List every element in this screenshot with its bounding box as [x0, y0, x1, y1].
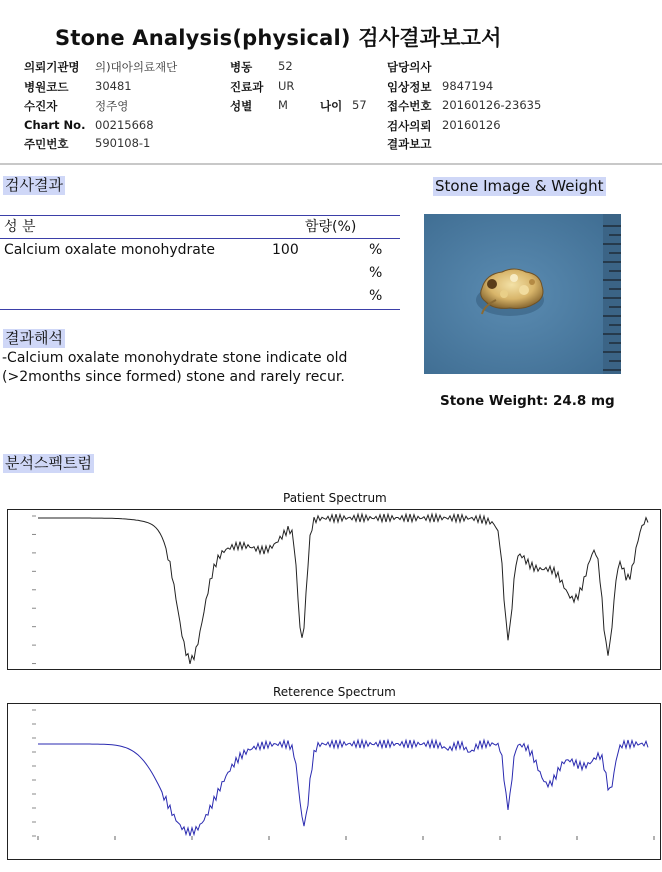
- info-value-chart-no: 00215668: [95, 118, 154, 132]
- reference-spectrum-plot: [7, 703, 661, 860]
- col-header-component: 성 분: [4, 219, 36, 235]
- results-header-rule: [0, 238, 400, 239]
- info-label-requesting-institution: 의뢰기관명: [24, 60, 80, 74]
- stone-weight-unit: mg: [590, 393, 615, 409]
- reference-spectrum-title: Reterence Spectrum: [273, 685, 396, 699]
- col-header-content: 함량(%): [305, 219, 357, 235]
- stone-photo: [424, 214, 621, 374]
- report-title: Stone Analysis(physical) 검사결과보고서: [55, 26, 502, 50]
- interpretation-line-2: (>2months since formed) stone and rarely recur.: [2, 369, 345, 385]
- info-value-age: 57: [352, 98, 367, 112]
- interpretation-heading: 결과해석: [5, 329, 63, 347]
- stone-weight-label: Stone Weight:: [440, 393, 549, 409]
- stone-image-heading: Stone Image & Weight: [435, 177, 604, 195]
- patient-spectrum-graph: [8, 510, 660, 669]
- info-value-sex: M: [278, 98, 288, 112]
- stone-weight: [440, 393, 615, 409]
- info-label-hospital-code: 병원코드: [24, 80, 69, 94]
- result-unit: %: [369, 265, 383, 281]
- info-label-age: 나이: [320, 99, 343, 113]
- info-value-request-date: 20160126: [442, 118, 501, 132]
- info-value-requesting-institution: 의)대아의료재단: [95, 60, 178, 74]
- info-label-clinical-info: 임상정보: [387, 80, 432, 94]
- reference-spectrum-line: [38, 740, 648, 836]
- info-value-clinical-info: 9847194: [442, 79, 494, 93]
- info-label-physician: 담당의사: [387, 60, 432, 74]
- info-label-chart-no: Chart No.: [24, 118, 86, 132]
- result-amount: 100: [272, 242, 299, 258]
- stone-weight-value: 24.8: [552, 393, 587, 409]
- spectrum-heading: 분석스펙트럼: [5, 454, 92, 472]
- info-label-ward: 병동: [230, 60, 253, 74]
- info-value-resident-number: 590108-1: [95, 136, 151, 150]
- results-bottom-rule: [0, 309, 400, 310]
- info-value-ward: 52: [278, 59, 293, 73]
- info-label-request-date: 검사의뢰: [387, 119, 432, 133]
- patient-spectrum-plot: [7, 509, 661, 670]
- interpretation-line-1: -Calcium oxalate monohydrate stone indicate old: [2, 350, 348, 366]
- info-label-patient: 수진자: [24, 99, 58, 113]
- info-label-accession-no: 접수번호: [387, 99, 432, 113]
- result-unit: %: [369, 242, 383, 258]
- info-value-hospital-code: 30481: [95, 79, 132, 93]
- result-unit: %: [369, 288, 383, 304]
- results-heading: 검사결과: [5, 176, 63, 194]
- patient-spectrum-title: Patient Spectrum: [283, 491, 387, 505]
- reference-spectrum-graph: [8, 704, 660, 859]
- info-label-department: 진료과: [230, 80, 264, 94]
- result-component: Calcium oxalate monohydrate: [4, 242, 215, 258]
- stone-photo-graphic: [424, 214, 621, 374]
- header-divider: [0, 163, 662, 165]
- patient-spectrum-line: [38, 514, 648, 664]
- info-label-report-date: 결과보고: [387, 137, 432, 151]
- info-label-sex: 성별: [230, 99, 253, 113]
- info-value-accession-no: 20160126-23635: [442, 98, 542, 112]
- info-value-department: UR: [278, 79, 295, 93]
- info-label-resident-number: 주민번호: [24, 137, 69, 151]
- info-value-patient: 정주영: [95, 99, 129, 113]
